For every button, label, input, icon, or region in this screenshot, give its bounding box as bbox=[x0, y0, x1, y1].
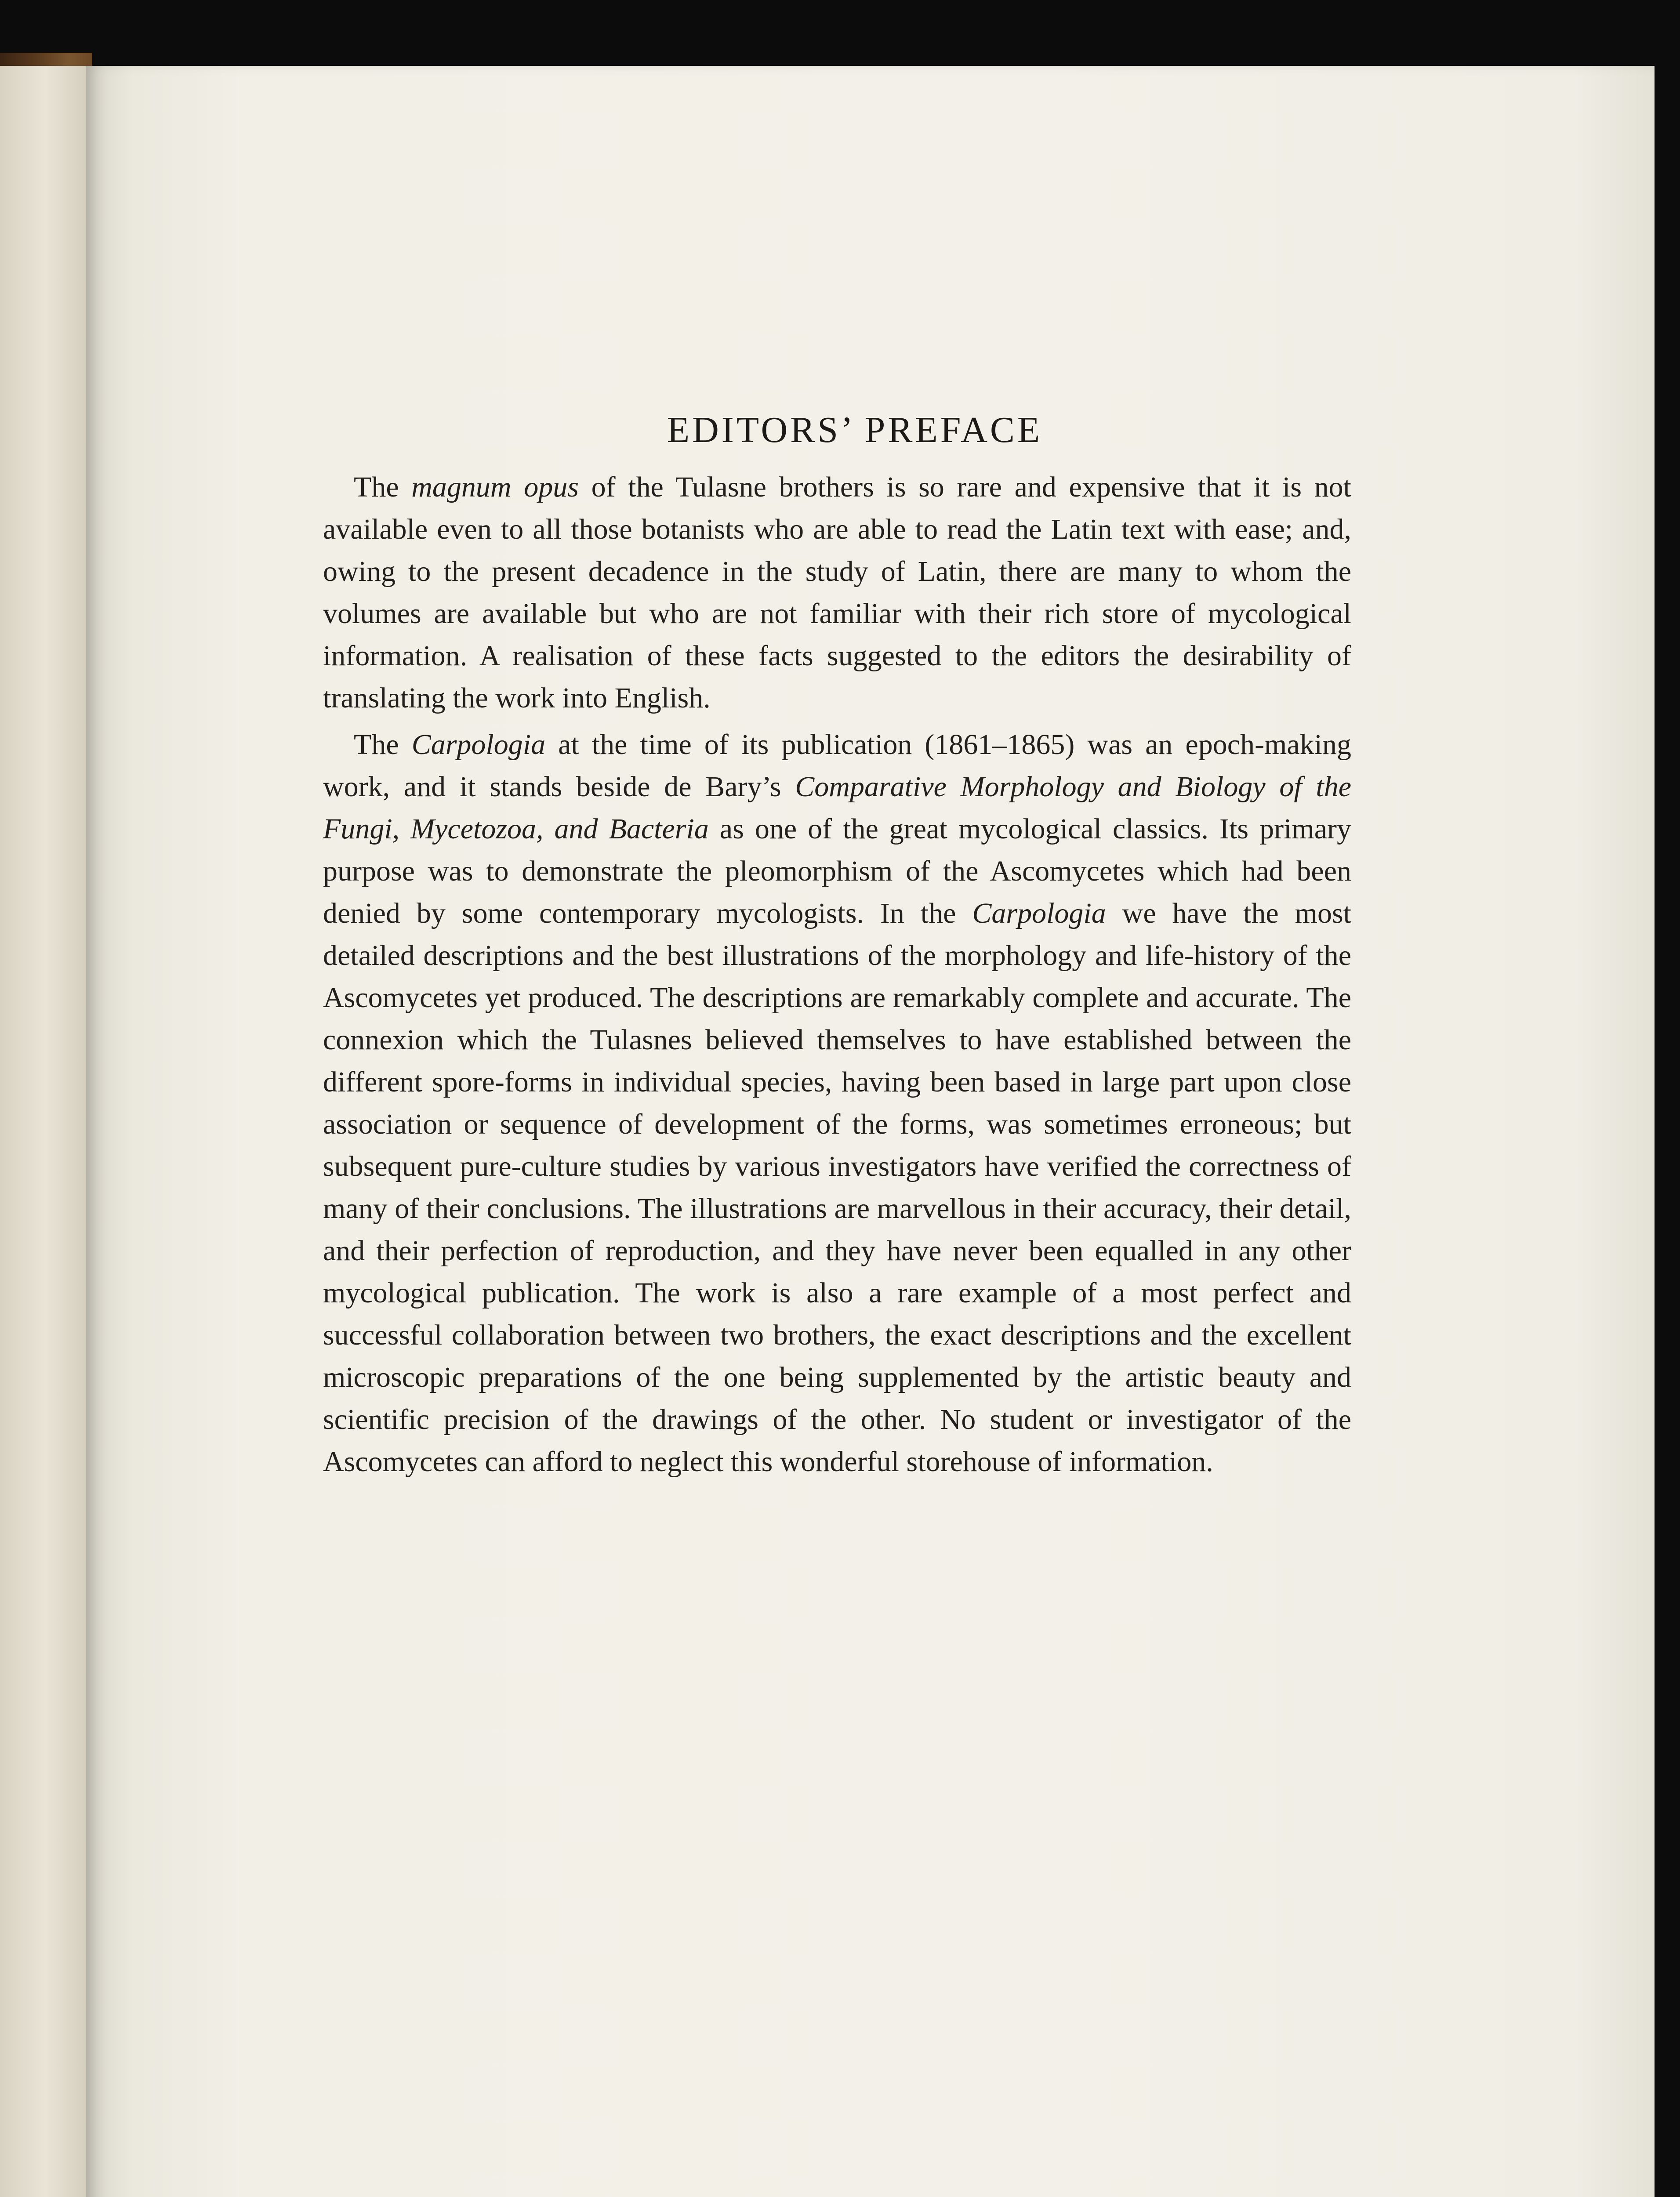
preface-paragraph bbox=[323, 724, 1351, 1483]
facing-page-edge bbox=[0, 66, 91, 2197]
preface-paragraph bbox=[323, 466, 1351, 719]
italic-title-text: Comparative Morphology and Biology of the Fungi, Mycetozoa, and Bacteria bbox=[323, 771, 1351, 845]
paragraph-text: we have the most detailed descriptions and the best illustrations of the morphology and life-history of the Ascomycetes yet produced. The descriptions are remarkably complete and accurate. The connexion which the Tulasnes believed themselves to have established between the different spore-forms in individual species, having been based in large part upon close association or sequence of development of the forms, was sometimes erroneous; but subsequent pure-culture studies by various investigators have verified the correctness of many of their conclusions. The illustrations are marvellous in their accuracy, their detail, and their perfection of reproduction, and they have never been equalled in any other mycological publication. The work is also a rare example of a most perfect and successful collaboration between two brothers, the exact descriptions and the excellent microscopic preparations of the one being supplemented by the artistic beauty and scientific precision of the drawings of the other. No student or investigator of the Ascomycetes can afford to neglect this wonderful storehouse of information. bbox=[323, 897, 1351, 1478]
paragraph-text: as one of the great mycological classics. Its primary purpose was to demonstrate the pleomorphism of the Ascomycetes which had been denied by some contemporary mycologists. In the bbox=[323, 813, 1351, 929]
italic-title-text: Carpologia bbox=[411, 729, 546, 761]
italic-title-text: Carpologia bbox=[972, 897, 1106, 929]
book-page bbox=[86, 66, 1655, 2197]
paragraph-text: The bbox=[354, 729, 412, 761]
italic-title-text: magnum opus bbox=[411, 471, 579, 503]
paragraph-text: of the Tulasne brothers is so rare and expensive that it is not available even to all those botanists who are able to read the Latin text with ease; and, owing to the present decadence in the study of Latin, there are many to whom the volumes are available but who are not familiar with their rich store of mycological information. A realisation of these facts suggested to the editors the desirability of translating the work into English. bbox=[323, 471, 1352, 714]
preface-body bbox=[323, 466, 1351, 1483]
paragraph-text: The bbox=[354, 471, 412, 503]
page-title: EDITORS’ PREFACE bbox=[667, 410, 1043, 450]
text-block bbox=[323, 409, 1351, 1483]
paragraph-text: at the time of its publication (1861–1865) was an epoch-making work, and it stands beside de Bary’s bbox=[323, 729, 1352, 803]
